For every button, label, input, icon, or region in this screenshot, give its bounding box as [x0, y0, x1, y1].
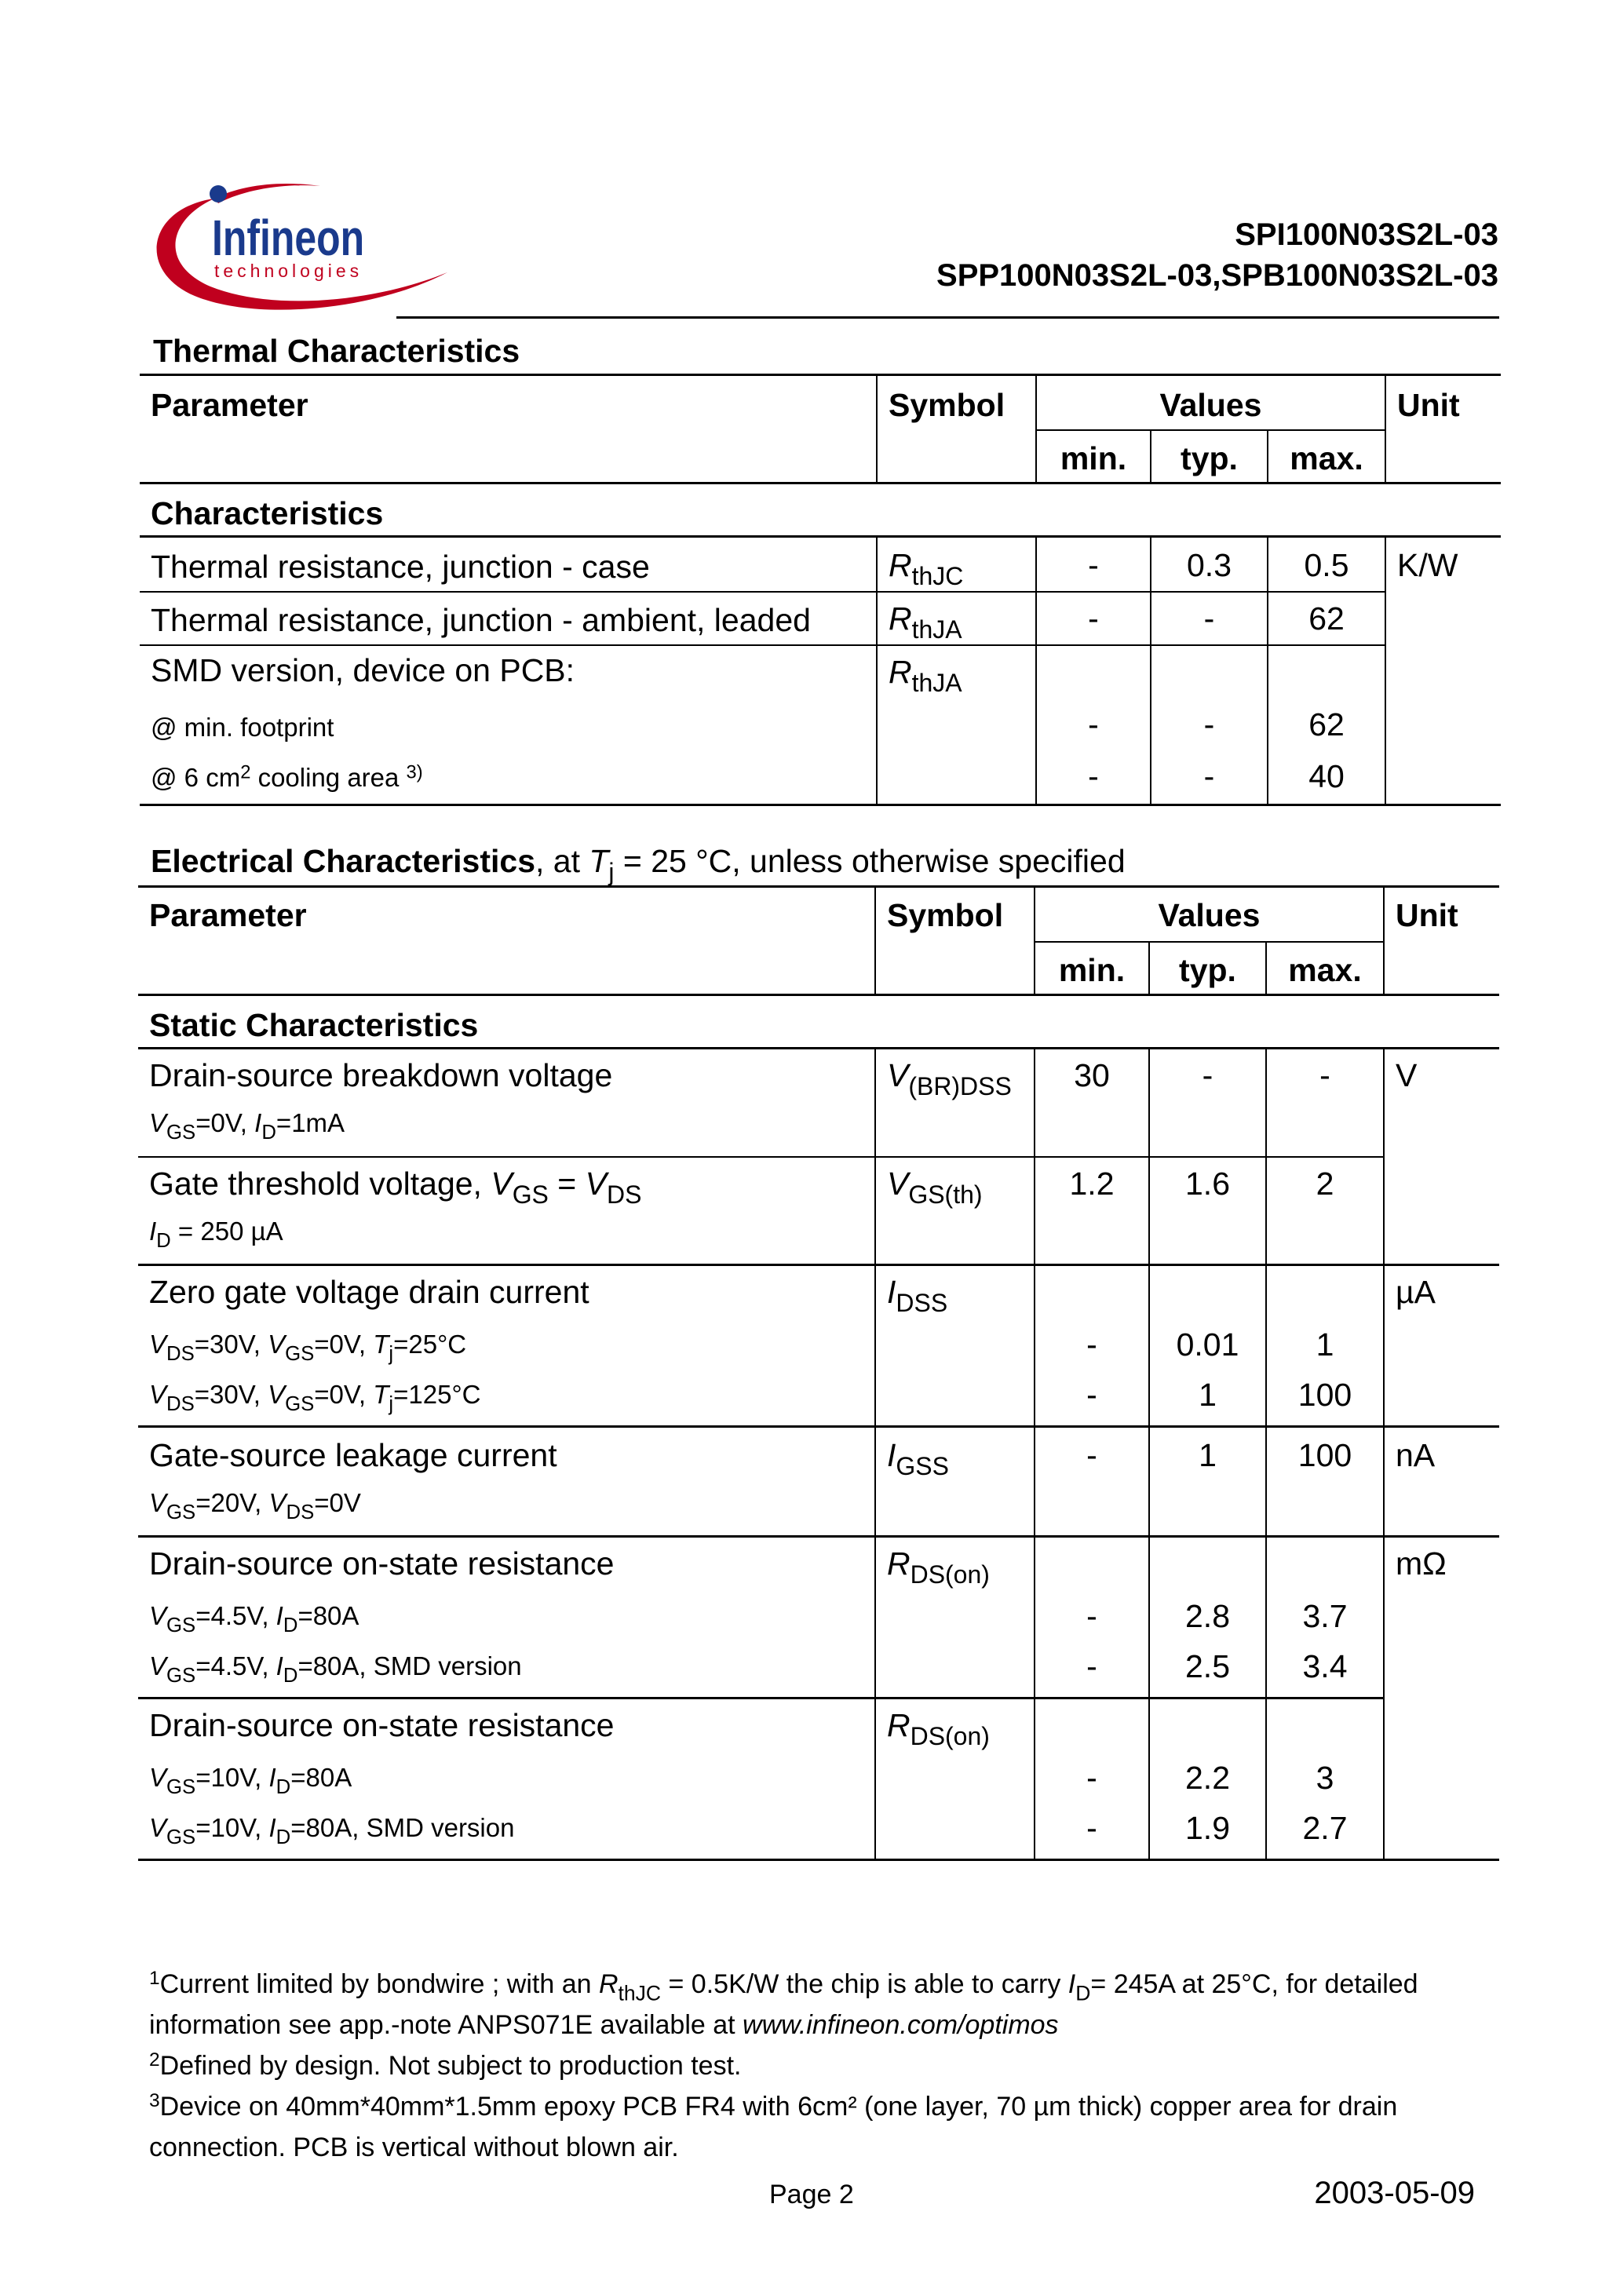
- unit-kw: K/W: [1397, 547, 1458, 583]
- min-value: -: [1035, 1427, 1149, 1537]
- min-value: -: [1035, 1644, 1149, 1698]
- cond-min-footprint: @ min. footprint: [140, 699, 877, 752]
- max-value: 2.7: [1266, 1805, 1384, 1860]
- min-value: -: [1035, 1805, 1149, 1860]
- symbol-rthja-smd: $R_{thJA}$: [877, 645, 1036, 699]
- thermal-table: [140, 374, 1501, 806]
- cond-igss: $V_{GS}=20V$, $V_{DS}=0V$: [138, 1482, 875, 1537]
- typ-value: -: [1151, 699, 1268, 752]
- cond-rdson-10v: $V_{GS}=10V$, $I_D=80A$: [138, 1752, 875, 1805]
- elec-header-typ: typ.: [1149, 942, 1266, 995]
- symbol-igss: $I_{GSS}$: [875, 1427, 1035, 1537]
- footnotes: [149, 1964, 1499, 2168]
- thermal-header-unit: Unit: [1397, 387, 1460, 423]
- table-row: [138, 1372, 1499, 1427]
- min-value: -: [1035, 1590, 1149, 1644]
- max-value: 3.4: [1266, 1644, 1384, 1698]
- param-rthjc: Thermal resistance, junction - case: [140, 537, 877, 592]
- cond-idss-125c: $V_{DS}=30V$, $V_{GS}=0V$, $T_j=125^\circ C$: [138, 1372, 875, 1427]
- max-value: 100: [1266, 1427, 1384, 1537]
- min-value: -: [1036, 592, 1151, 645]
- table-row: [138, 1049, 1499, 1104]
- thermal-header-values: Values: [1036, 375, 1385, 430]
- min-value: -: [1035, 1752, 1149, 1805]
- cond-rdson-10v-smd: $V_{GS}=10V$, $I_D=80A$, SMD version: [138, 1805, 875, 1860]
- cond-idss-25c: $V_{DS}=30V$, $V_{GS}=0V$, $T_j=25^\circ C$: [138, 1319, 875, 1372]
- electrical-title: Electrical Characteristics, at $T_j = 25$ °C, unless otherwise specified: [151, 843, 1126, 887]
- elec-header-parameter: Parameter: [138, 887, 875, 995]
- param-rdson-10v: Drain-source on-state resistance: [138, 1698, 875, 1752]
- footnote-3: $^3$Device on 40mm*40mm*1.5mm epoxy PCB FR4 with 6cm² (one layer, 70 µm thick) copper area for drain: [149, 2089, 1398, 2122]
- logo-wordmark: Infineon: [212, 210, 365, 267]
- footnote-3-cont: connection. PCB is vertical without blown air.: [149, 2133, 679, 2162]
- table-row: [140, 645, 1501, 699]
- symbol-rthja: $R_{thJA}$: [877, 592, 1036, 645]
- min-value: 30: [1035, 1049, 1149, 1157]
- typ-value: -: [1151, 592, 1268, 645]
- param-vth: Gate threshold voltage, $V_{GS} = V_{DS}$: [138, 1157, 875, 1212]
- max-value: 3.7: [1266, 1590, 1384, 1644]
- logo-tagline: technologies: [214, 261, 363, 281]
- typ-value: 1: [1149, 1427, 1266, 1537]
- max-value: 1: [1266, 1319, 1384, 1372]
- page-number: Page 2: [769, 2180, 854, 2209]
- thermal-header-parameter: Parameter: [140, 375, 877, 483]
- elec-header-values: Values: [1035, 887, 1384, 942]
- min-value: -: [1035, 1372, 1149, 1427]
- max-value: 100: [1266, 1372, 1384, 1427]
- max-value: 40: [1268, 752, 1385, 805]
- table-row: [138, 1427, 1499, 1482]
- typ-value: -: [1149, 1049, 1266, 1157]
- thermal-section-label: Characteristics: [151, 495, 384, 531]
- symbol-vth: $V_{GS(th)}$: [875, 1157, 1035, 1265]
- typ-value: 1: [1149, 1372, 1266, 1427]
- unit-mohm: mΩ: [1396, 1545, 1447, 1582]
- thermal-header-typ: typ.: [1151, 430, 1268, 483]
- typ-value: 0.3: [1151, 537, 1268, 592]
- elec-header-max: max.: [1266, 942, 1384, 995]
- infineon-logo: [140, 177, 454, 322]
- table-row: [140, 537, 1501, 592]
- unit-ua: µA: [1396, 1274, 1436, 1310]
- unit-v: V: [1396, 1057, 1418, 1093]
- typ-value: 1.9: [1149, 1805, 1266, 1860]
- table-row: [138, 1157, 1499, 1212]
- min-value: -: [1036, 752, 1151, 805]
- cond-rdson-4v5: $V_{GS}=4.5V$, $I_D=80A$: [138, 1590, 875, 1644]
- electrical-table: [138, 885, 1499, 1861]
- cond-rdson-4v5-smd: $V_{GS}=4.5V$, $I_D=80A$, SMD version: [138, 1644, 875, 1698]
- typ-value: 0.01: [1149, 1319, 1266, 1372]
- symbol-rdson-10v: $R_{DS(on)}$: [875, 1698, 1035, 1860]
- elec-header-symbol: Symbol: [875, 887, 1035, 995]
- typ-value: -: [1151, 752, 1268, 805]
- thermal-header-symbol: Symbol: [877, 375, 1036, 483]
- optimos-link[interactable]: www.infineon.com/optimos: [743, 2010, 1059, 2040]
- min-value: -: [1036, 699, 1151, 752]
- unit-na: nA: [1396, 1437, 1436, 1473]
- symbol-idss: $I_{DSS}$: [875, 1265, 1035, 1427]
- symbol-rdson-4v5: $R_{DS(on)}$: [875, 1537, 1035, 1698]
- cond-vth: $I_D = 250$ µA: [138, 1212, 875, 1265]
- max-value: 2: [1266, 1157, 1384, 1265]
- max-value: 62: [1268, 699, 1385, 752]
- max-value: 0.5: [1268, 537, 1385, 592]
- table-row: [138, 1752, 1499, 1805]
- param-smd-pcb: SMD version, device on PCB:: [140, 645, 877, 699]
- param-bvdss: Drain-source breakdown voltage: [138, 1049, 875, 1104]
- part-number-line-1: SPI100N03S2L-03: [1235, 217, 1498, 252]
- part-numbers: [936, 214, 1498, 296]
- footnote-1-cont: information see app.-note ANPS071E available at www.infineon.com/optimos: [149, 2010, 1059, 2040]
- table-row: [138, 1319, 1499, 1372]
- thermal-header-max: max.: [1268, 430, 1385, 483]
- static-section-label: Static Characteristics: [149, 1007, 479, 1043]
- typ-value: 2.2: [1149, 1752, 1266, 1805]
- table-row: [138, 1805, 1499, 1860]
- param-idss: Zero gate voltage drain current: [138, 1265, 875, 1319]
- typ-value: 2.8: [1149, 1590, 1266, 1644]
- max-value: -: [1266, 1049, 1384, 1157]
- thermal-title: Thermal Characteristics: [153, 333, 520, 369]
- table-row: [138, 1590, 1499, 1644]
- elec-header-min: min.: [1035, 942, 1149, 995]
- symbol-bvdss: $V_{(BR)DSS}$: [875, 1049, 1035, 1157]
- table-row: [138, 1698, 1499, 1752]
- min-value: -: [1036, 537, 1151, 592]
- table-row: [140, 752, 1501, 805]
- table-row: [138, 1644, 1499, 1698]
- document-date: 2003-05-09: [1314, 2176, 1475, 2210]
- min-value: 1.2: [1035, 1157, 1149, 1265]
- min-value: -: [1035, 1319, 1149, 1372]
- max-value: 3: [1266, 1752, 1384, 1805]
- cond-6cm2: @ 6 $cm^2$ cooling area $^{3)}$: [140, 752, 877, 805]
- table-row: [138, 1537, 1499, 1590]
- typ-value: 2.5: [1149, 1644, 1266, 1698]
- cond-bvdss: $V_{GS}=0V$, $I_D=1mA$: [138, 1104, 875, 1157]
- param-igss: Gate-source leakage current: [138, 1427, 875, 1482]
- table-row: [138, 1265, 1499, 1319]
- param-rdson-4v5: Drain-source on-state resistance: [138, 1537, 875, 1590]
- param-rthja: Thermal resistance, junction - ambient, leaded: [140, 592, 877, 645]
- table-row: [140, 592, 1501, 645]
- elec-header-unit: Unit: [1396, 897, 1458, 933]
- table-row: [140, 699, 1501, 752]
- symbol-rthjc: $R_{thJC}$: [877, 537, 1036, 592]
- typ-value: 1.6: [1149, 1157, 1266, 1265]
- header-rule: [396, 316, 1499, 319]
- thermal-header-min: min.: [1036, 430, 1151, 483]
- footnote-2: $^2$Defined by design. Not subject to production test.: [149, 2049, 742, 2081]
- footnote-1: $^1$Current limited by bondwire ; with an $R_{thJC} = 0.5K/W$ the chip is able to carry $I_D= 245A$ at 25°C, for detailed: [149, 1967, 1418, 2005]
- max-value: 62: [1268, 592, 1385, 645]
- part-number-line-2: SPP100N03S2L-03,SPB100N03S2L-03: [936, 258, 1498, 293]
